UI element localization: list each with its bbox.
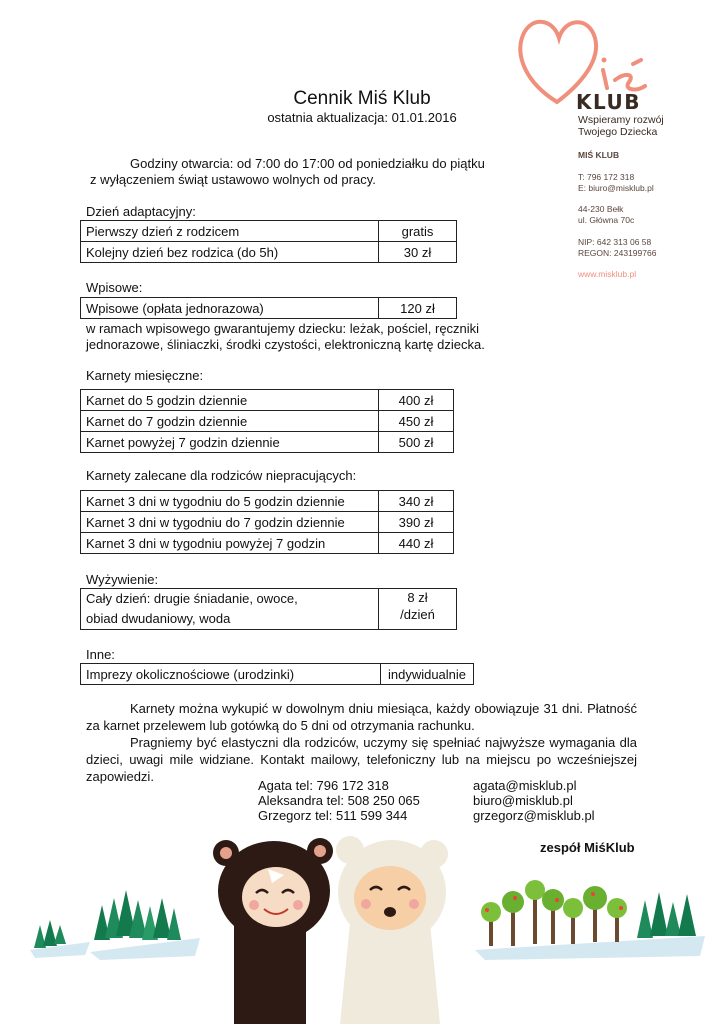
table-row [81,432,454,453]
price-value: 390 zł [379,512,454,533]
signature: zespół MiśKlub [540,840,635,855]
tagline-line: Twojego Dziecka [578,126,658,138]
table-row [81,491,454,512]
logo-word: KLUB [576,90,642,114]
price-label: Karnet 3 dni w tygodniu powyżej 7 godzin [81,533,379,554]
price-value: 30 zł [379,242,457,263]
info-paragraph-1: Karnety można wykupić w dowolnym dniu miesiąca, każdy obowiązuje 31 dni. Płatność za karnet przelewem lub gotówką do 5 dni od otrzymania rachunku. [86,701,637,733]
table-row [81,512,454,533]
info-paragraph-2: Pragniemy być elastyczni dla rodziców, uczymy się spełniać najwyższe wymagania dla dzieci, uwagi mile widziane. Kontakt mailowy, telefoniczny lub na miejscu po wcześniejszej zapowiedzi. [86,735,637,784]
price-value: 120 zł [379,298,457,319]
company-regon: REGON: 243199766 [578,248,657,258]
adaptation-table [80,220,457,263]
price-label: Karnet powyżej 7 godzin dziennie [81,432,379,453]
table-row [81,589,457,630]
price-label: Karnet 3 dni w tygodniu do 7 godzin dziennie [81,512,379,533]
price-value: 440 zł [379,533,454,554]
hours-line2: z wyłączeniem świąt ustawowo wolnych od pracy. [90,172,376,187]
table-row [81,390,454,411]
price-value: 340 zł [379,491,454,512]
price-value: 450 zł [379,411,454,432]
price-value: gratis [379,221,457,242]
table-row [81,221,457,242]
registration-table [80,297,457,319]
price-label: Karnet do 7 godzin dziennie [81,411,379,432]
meals-heading: Wyżywienie: [86,572,159,587]
monthly-table [80,389,454,453]
table-row [81,411,454,432]
company-nip: NIP: 642 313 06 58 [578,237,652,247]
contact-phone: Agata tel: 796 172 318 [258,778,389,793]
monthly-heading: Karnety miesięczne: [86,368,204,383]
contact-email[interactable]: biuro@misklub.pl [473,793,573,808]
price-value: 400 zł [379,390,454,411]
bear-character-icon [212,835,337,1024]
company-phone: T: 796 172 318 [578,172,635,182]
other-heading: Inne: [86,647,115,662]
meals-value-line: 8 zł [407,590,428,605]
registration-note-line2: jednorazowe, śliniaczki, środki czystości, elektroniczną kartę dziecka. [86,337,485,352]
pine-trees-icon [30,880,200,960]
price-label: Karnet do 5 godzin dziennie [81,390,379,411]
price-label: Imprezy okolicznościowe (urodzinki) [81,664,381,685]
meals-table [80,588,457,630]
page-title: Cennik Miś Klub [293,88,431,109]
meals-label-line: obiad dwudaniowy, woda [86,611,231,626]
price-label: Pierwszy dzień z rodzicem [81,221,379,242]
fruit-trees-icon [475,880,705,960]
meals-label [81,589,379,630]
contact-phone: Grzegorz tel: 511 599 344 [258,808,408,823]
price-label: Kolejny dzień bez rodzica (do 5h) [81,242,379,263]
company-name: MIŚ KLUB [578,150,620,160]
contact-email[interactable]: agata@misklub.pl [473,778,577,793]
table-row [81,298,457,319]
registration-heading: Wpisowe: [86,280,143,295]
price-value: indywidualnie [381,664,474,685]
last-updated: ostatnia aktualizacja: 01.01.2016 [267,110,457,125]
logo-tagline [578,114,664,138]
meals-value-line: /dzień [400,607,435,622]
recommended-heading: Karnety zalecane dla rodziców niepracujących: [86,468,357,483]
white-bear-character-icon [330,828,455,1024]
price-label: Wpisowe (opłata jednorazowa) [81,298,379,319]
hours-line1: Godziny otwarcia: od 7:00 do 17:00 od poniedziałku do piątku [130,156,485,171]
table-row [81,242,457,263]
tagline-line: Wspieramy rozwój [578,114,664,126]
contact-email[interactable]: grzegorz@misklub.pl [473,808,595,823]
meals-value [379,589,457,630]
company-email: E: biuro@misklub.pl [578,183,654,193]
contact-phone: Aleksandra tel: 508 250 065 [258,793,420,808]
price-value: 500 zł [379,432,454,453]
table-row [81,533,454,554]
table-row [81,664,474,685]
registration-note-line1: w ramach wpisowego gwarantujemy dziecku: leżak, pościel, ręczniki [86,321,480,336]
adaptation-heading: Dzień adaptacyjny: [86,204,196,219]
recommended-table [80,490,454,554]
company-address: 44-230 Bełk [578,204,624,214]
company-website: www.misklub.pl [578,269,637,279]
price-label: Karnet 3 dni w tygodniu do 5 godzin dziennie [81,491,379,512]
meals-label-line: Cały dzień: drugie śniadanie, owoce, [86,591,298,606]
company-street: ul. Główna 70c [578,215,635,225]
other-table [80,663,474,685]
